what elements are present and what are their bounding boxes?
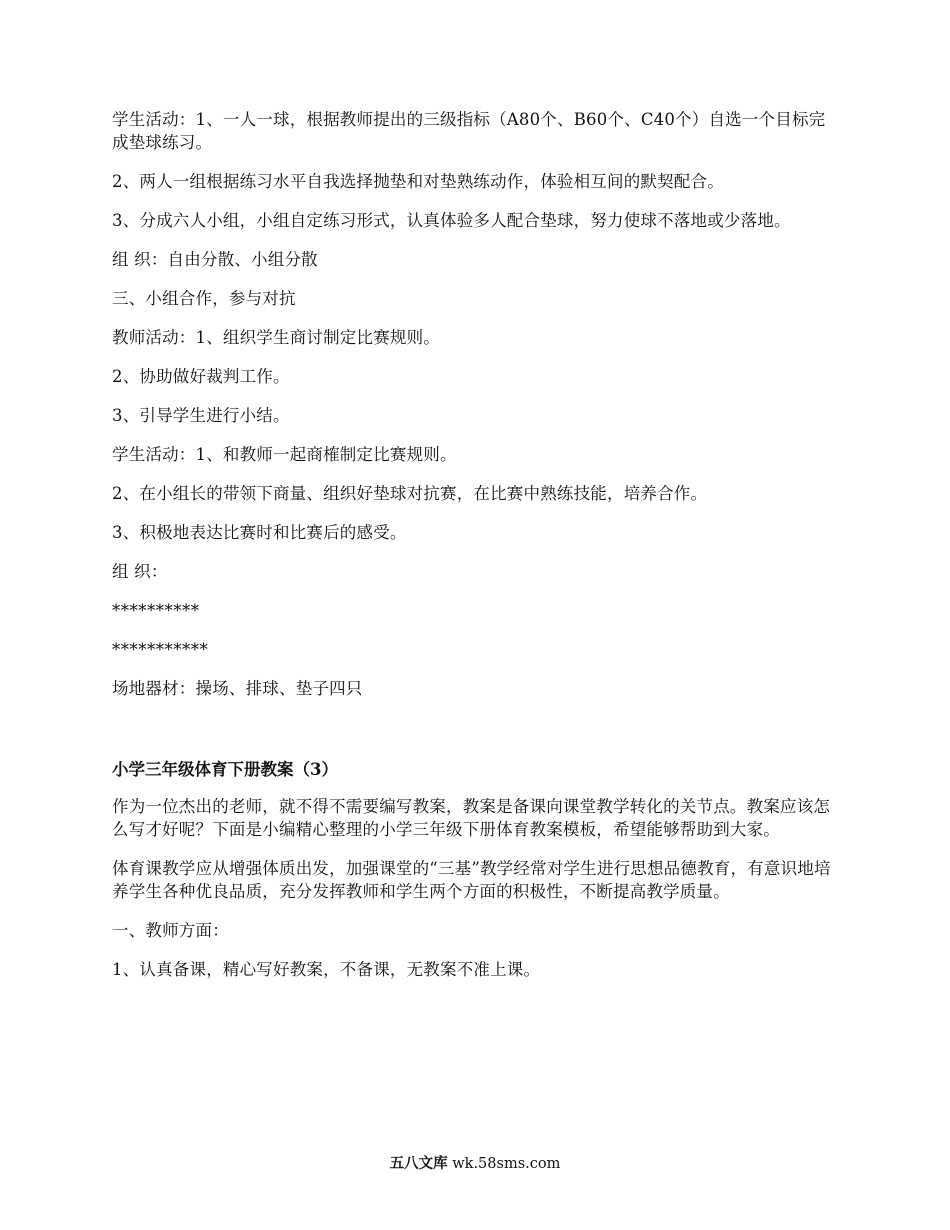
paragraph: 1、认真备课，精心写好教案，不备课，无教案不准上课。: [112, 960, 541, 979]
paragraph: 2、在小组长的带领下商量、组织好垫球对抗赛，在比赛中熟练技能，培养合作。: [112, 484, 708, 503]
page-footer: [0, 1154, 950, 1174]
paragraph: 组 织：自由分散、小组分散: [112, 250, 318, 269]
footer-brand: 五八文库: [389, 1155, 448, 1172]
paragraph: 2、协助做好裁判工作。: [112, 367, 290, 386]
paragraph: 一、教师方面：: [112, 921, 229, 940]
footer-url[interactable]: wk.58sms.com: [452, 1156, 561, 1172]
paragraph: 3、引导学生进行小结。: [112, 406, 290, 425]
paragraph: 2、两人一组根据练习水平自我选择抛垫和对垫熟练动作，体验相互间的默契配合。: [112, 172, 724, 191]
section-heading: 三、小组合作，参与对抗: [112, 289, 296, 308]
paragraph: 学生活动：1、一人一球，根据教师提出的三级指标（A80个、B60个、C40个）自选一个目标完成垫球练习。: [112, 110, 826, 152]
paragraph: 作为一位杰出的老师，就不得不需要编写教案，教案是备课向课堂教学转化的关节点。教案应该怎么写才好呢？下面是小编精心整理的小学三年级下册体育教案模板，希望能够帮助到大家。: [112, 797, 831, 839]
paragraph: 体育课教学应从增强体质出发，加强课堂的“三基”教学经常对学生进行思想品德教育，有意识地培养学生各种优良品质，充分发挥教师和学生两个方面的积极性，不断提高教学质量。: [112, 859, 831, 901]
paragraph: 组 织：: [112, 562, 168, 581]
document-section-title: 小学三年级体育下册教案（3）: [112, 760, 338, 779]
document-body: [112, 108, 837, 997]
formation-row: ***********: [112, 640, 209, 659]
paragraph: 教师活动：1、组织学生商讨制定比赛规则。: [112, 328, 440, 347]
paragraph: 场地器材：操场、排球、垫子四只: [112, 679, 363, 698]
paragraph: 3、分成六人小组，小组自定练习形式，认真体验多人配合垫球，努力使球不落地或少落地。: [112, 211, 791, 230]
formation-row: **********: [112, 601, 200, 620]
paragraph: 学生活动：1、和教师一起商榷制定比赛规则。: [112, 445, 457, 464]
paragraph: 3、积极地表达比赛时和比赛后的感受。: [112, 523, 407, 542]
